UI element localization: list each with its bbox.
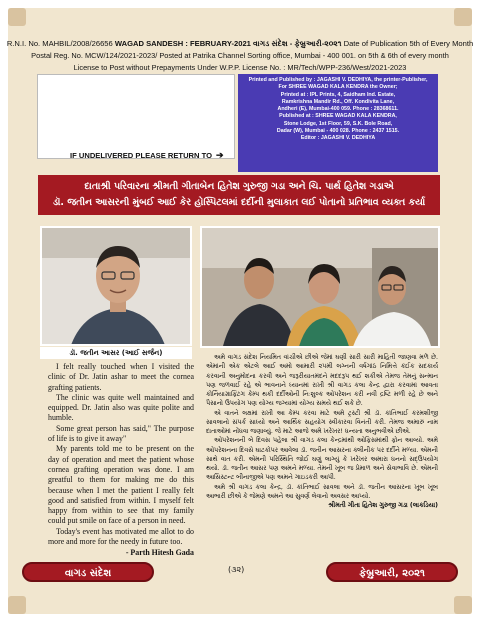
testimonial-signature: શ્રીમતી ગીતા હિતેશ ગુરુજી ગડા (લાકડિયા)	[328, 502, 438, 509]
testimonial-paragraph: અમે વાગડ સંદેશ નિયમિત વાંચીએ છીએ જેમાં ઘણી સારી સારી માહિતી જાણવા મળે છે. એમાંની એક એટલે આઈ અમો આમારી ૨૫મી લગ્નની વર્ષગાંઠ નિમિત્તે કંઈક સદકાર્ય કરવાની અનુમોદના કરવી અને જરૂરીયાતમંદને મદદરૂપ થઈ શકીએ તેમજ તેમનું સન્માન પણ જળવાઈ રહે એ ભાવનાને ધ્યાનમાં રાખી શ્રી વાગડ કલા કેન્દ્ર દ્વારા કરવામાં આવતા કોર્નિયાગ્રાફ્ટિંગ કેમ્પ થકી દર્દીઓની નિઃશુલ્ક ઓપરેશન કરી નવી દ્રષ્ટિ મળી રહે છે અને પૈસાનો ઉપયોગ પણ યોગ્ય જગ્યામાં યોગ્ય સમયે થઈ શકે છે.	[206, 354, 438, 408]
testimonial-paragraph: ઓપરેશનની બે દિવસ પહેલા શ્રી વાગડ કલા કેન્દ્રમાંથી ઓફિસમાંથી ફોન આવ્યો. અમે ઓપરેશનના દિવસે ઘાટકોપર આવેલા ડૉ. જતીન આસરના ક્લીનીક પર દર્દીને મળ્યા. એમની સાથે વાત કરી. એમની પરિસ્થિતિ જોઈ ઘણું લાગ્યું કે ખરેખર અમારા ધનનો સદ્ઉપયોગ થયો. ડૉ. જતીન આસર પણ અમને મળ્યા. તેમની ખૂબ જ પ્રેમાળ અને સેવાભાવિ છે. એમની આસિસ્ટન્ટ બીનાજીએ પણ અમને ગાઇડકરી આપી.	[206, 437, 438, 482]
headline-banner	[38, 175, 440, 215]
family-visit-photo	[200, 226, 440, 348]
printer-line: Editor : JAGASHI V. DEDHIYA	[300, 135, 376, 142]
corner-ornament	[454, 8, 472, 26]
footer-issue-date: ફેબ્રુઆરી, ૨૦૨૧	[326, 562, 458, 582]
publication-brand-gujarati: વાગડ સંદેશ - ફેબ્રુઆરી-૨૦૨૧	[253, 39, 342, 48]
doctor-photo	[40, 226, 192, 346]
testimonial-paragraph: Today's event has motivated me allot to do more and more for the needy in future too.	[48, 526, 194, 547]
corner-ornament	[8, 596, 26, 614]
printer-line: Andheri (E), Mumbai-400 059. Phone : 28368611.	[277, 106, 399, 113]
printer-line: Printed at : IPL Prints, 4, Saidham Ind. Estate,	[280, 91, 396, 98]
corner-ornament	[8, 8, 26, 26]
doctor-photo-caption: ડૉ. જતીન આસર (આઈ સર્જન)	[40, 347, 192, 359]
printer-publisher-box	[238, 74, 438, 172]
testimonial-paragraph: The clinic was quite well maintained and equipped. Dr. Jatin also was quite polite and humble.	[48, 392, 194, 423]
testimonial-paragraph: એ વાતને લક્ષમાં રાખી આ કેમ્પ કરવા માટે અમે ટ્રસ્ટી શ્રી ડૉ. કાંતિભાઈ કરમશીજી સાવલાનો સંપર્ક સાધ્યો અને આર્થિક સહયોગ સ્વીકારવા વિનંતી કરી. તેમજ અમારું નામ દાતાઓમાં નોંધવા જણાવ્યું. જે માટે આજે અમે ખરેખર! ધન્યતા અનુભવીએ છીએ.	[206, 409, 438, 435]
group-photo-icon	[202, 228, 440, 348]
publication-date: Date of Publication 5th of Every Month	[343, 39, 474, 48]
page-footer	[22, 562, 458, 582]
page-number: (૩૨)	[228, 565, 245, 574]
corner-ornament	[454, 596, 472, 614]
headline-line-2: ડૉ. જતીન આસરની મુંબઈ આઈ કેર હોસ્પિટલમાં દર્દીની મુલાકાત લઈ પોતાનો પ્રતિભાવ વ્યક્ત કર્યા	[52, 197, 426, 208]
postal-line-3: License to Post without Prepayments Under W.P.P. License No. : MR/Tech/WPP-236/West/2021-2023	[73, 63, 407, 72]
printer-line: Published at : SHREE WAGAD KALA KENDRA,	[279, 113, 397, 120]
testimonial-paragraph: I felt really touched when I visited the clinic of Dr. Jatin ashar to meet the cornea grafting patients.	[48, 362, 194, 392]
gujarati-testimonial	[206, 353, 438, 510]
postal-line-2: Postal Reg. No. MCW/124/2021-2023/ Posted at Patrika Channel Sorting office, Mumbai - 400 001. on 5th & 6th of every month	[31, 51, 449, 60]
headline-line-1: દાતાશ્રી પરિવારના શ્રીમતી ગીતાબેન હિતેશ ગુરુજી ગડા અને ચિ. પાર્થ હિતેશ ગડાએ	[84, 181, 394, 192]
testimonial-paragraph: My parents told me to be present on the day of operation and meet the patient whose cornea grafting operation was done. I am greatful to them for making me do this because when I met the patient I really felt good and satisfied from within. I myself felt happy from within to see that my family could put smile on face of a person in need.	[48, 444, 194, 526]
publication-brand: WAGAD SANDESH : FEBRUARY-2021	[114, 39, 251, 48]
printer-line: Stone Lodge, 1st Floor, 59, S.K. Bole Road,	[283, 120, 393, 127]
printer-line: Ramkrishna Mandir Rd., Off. Kondivita Lane,	[281, 98, 395, 105]
arrow-right-icon: ➔	[216, 150, 224, 160]
address-box	[37, 74, 235, 159]
rni-number: R.N.I. No. MAHBIL/2008/26656	[6, 39, 113, 48]
testimonial-paragraph: અમે શ્રી વાગડ કલા કેન્દ્ર, ડૉ. કાંતિભાઈ સાવલા અને ડૉ. જતીન આસરના ખૂબ ખૂબ આભારી છીએ કે જેમણે અમને આ સુવર્ણ લેવાનો અવસર આપ્યો.	[206, 483, 438, 500]
return-notice-text: IF UNDELIVERED PLEASE RETURN TO	[70, 151, 213, 160]
postal-info	[0, 38, 480, 74]
testimonial-signature: - Parth Hitesh Gada	[125, 548, 194, 558]
footer-magazine-name: વાગડ સંદેશ	[22, 562, 154, 582]
printer-line: For SHREE WAGAD KALA KENDRA the Owner;	[278, 84, 398, 91]
printer-line: Printed and Published by : JAGASHI V. DEDHIYA, the printer-Publisher,	[248, 77, 428, 83]
english-testimonial	[48, 362, 194, 559]
postal-line-1	[0, 38, 480, 50]
doctor-portrait-icon	[42, 228, 192, 346]
testimonial-paragraph: Some great person has said," The purpose of life is to give it away"	[48, 423, 194, 444]
printer-line: Dadar (W), Mumbai - 400 028. Phone : 2437 1515.	[276, 128, 400, 135]
return-notice	[70, 150, 224, 161]
